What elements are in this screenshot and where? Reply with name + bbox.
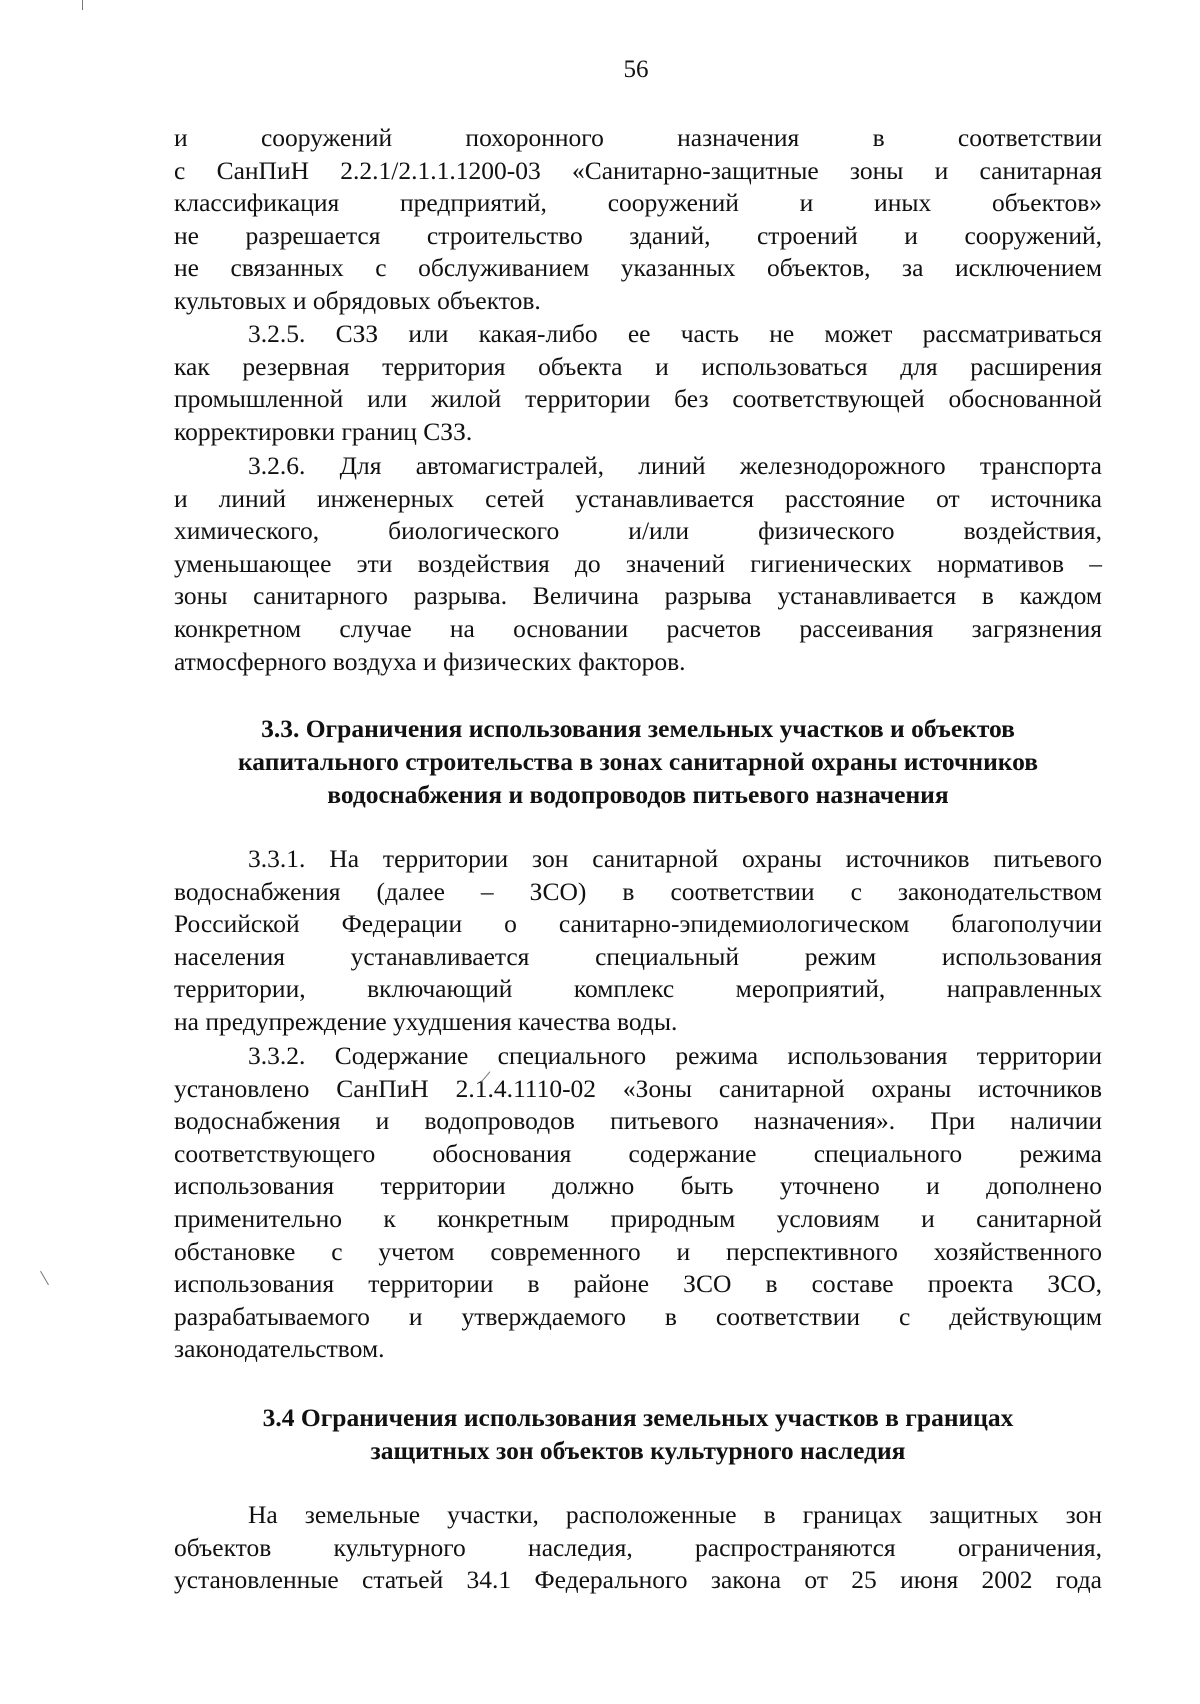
text-line: установленные статьей 34.1 Федерального закона от 25 июня 2002 года bbox=[174, 1565, 1102, 1595]
heading-line: капитального строительства в зонах санитарной охраны источников bbox=[237, 747, 1039, 776]
text-line: не связанных с обслуживанием указанных объектов, за исключением bbox=[174, 253, 1102, 283]
text-line: не разрешается строительство зданий, строений и сооружений, bbox=[174, 220, 1102, 250]
text-line: зоны санитарного разрыва. Величина разрыва устанавливается в каждом bbox=[174, 581, 1102, 611]
text-line: территории, включающий комплекс мероприятий, направленных bbox=[174, 974, 1102, 1004]
text-line: корректировки границ СЗЗ. bbox=[174, 416, 473, 446]
text-line: водоснабжения и водопроводов питьевого назначения». При наличии bbox=[174, 1106, 1102, 1136]
page-number: 56 bbox=[623, 56, 649, 83]
text-line: конкретном случае на основании расчетов рассеивания загрязнения bbox=[174, 613, 1102, 643]
text-line: обстановке с учетом современного и перспективного хозяйственного bbox=[174, 1236, 1102, 1266]
text-line: установлено СанПиН 2.1.4.1110-02 «Зоны санитарной охраны источников bbox=[174, 1073, 1102, 1103]
heading-line: 3.4 Ограничения использования земельных участков в границах bbox=[262, 1403, 1014, 1432]
paragraph-3-3-1 bbox=[174, 843, 1102, 1039]
heading-line: водоснабжения и водопроводов питьевого назначения bbox=[327, 780, 949, 809]
paragraph-3-4 bbox=[174, 1499, 1102, 1597]
text-line: объектов культурного наследия, распространяются ограничения, bbox=[174, 1532, 1102, 1562]
text-line: использования территории должно быть уточнено и дополнено bbox=[174, 1171, 1102, 1201]
text-line: уменьшающее эти воздействия до значений гигиенических нормативов – bbox=[174, 548, 1102, 578]
text-line: 3.3.2. Содержание специального режима использования территории bbox=[248, 1041, 1102, 1070]
text-line: классификация предприятий, сооружений и иных объектов» bbox=[174, 188, 1102, 218]
section-heading-3-3 bbox=[174, 712, 1102, 811]
scan-speck bbox=[40, 1271, 49, 1285]
text-line: На земельные участки, расположенные в границах защитных зон bbox=[248, 1500, 1102, 1529]
section-heading-3-4 bbox=[174, 1401, 1102, 1467]
scan-speck bbox=[82, 0, 83, 10]
paragraph-continuation bbox=[174, 122, 1102, 318]
paragraph-3-2-6 bbox=[174, 450, 1102, 678]
text-line: Российской Федерации о санитарно-эпидемиологическом благополучии bbox=[174, 909, 1102, 939]
heading-line: 3.3. Ограничения использования земельных участков и объектов bbox=[261, 714, 1015, 743]
text-line: 3.2.6. Для автомагистралей, линий железнодорожного транспорта bbox=[248, 451, 1102, 480]
text-line: культовых и обрядовых объектов. bbox=[174, 285, 541, 315]
paragraph-3-3-2 bbox=[174, 1040, 1102, 1366]
text-line: с СанПиН 2.2.1/2.1.1.1200-03 «Санитарно-защитные зоны и санитарная bbox=[174, 155, 1102, 185]
text-line: на предупреждение ухудшения качества воды. bbox=[174, 1006, 678, 1036]
heading-line: защитных зон объектов культурного наследия bbox=[370, 1436, 906, 1465]
text-line: и сооружений похоронного назначения в соответствии bbox=[174, 123, 1102, 152]
text-line: 3.3.1. На территории зон санитарной охраны источников питьевого bbox=[248, 844, 1102, 873]
text-line: атмосферного воздуха и физических факторов. bbox=[174, 646, 686, 676]
text-line: населения устанавливается специальный режим использования bbox=[174, 941, 1102, 971]
text-line: как резервная территория объекта и использоваться для расширения bbox=[174, 351, 1102, 381]
text-line: соответствующего обоснования содержание специального режима bbox=[174, 1138, 1102, 1168]
text-line: промышленной или жилой территории без соответствующей обоснованной bbox=[174, 384, 1102, 414]
text-line: законодательством. bbox=[174, 1334, 385, 1364]
text-line: применительно к конкретным природным условиям и санитарной bbox=[174, 1203, 1102, 1233]
text-line: 3.2.5. СЗЗ или какая-либо ее часть не может рассматриваться bbox=[248, 319, 1102, 348]
text-line: использования территории в районе ЗСО в составе проекта ЗСО, bbox=[174, 1269, 1102, 1299]
text-line: водоснабжения (далее – ЗСО) в соответствии с законодательством bbox=[174, 876, 1102, 906]
text-line: разрабатываемого и утверждаемого в соответствии с действующим bbox=[174, 1301, 1102, 1331]
text-line: химического, биологического и/или физического воздействия, bbox=[174, 516, 1102, 546]
text-line: и линий инженерных сетей устанавливается расстояние от источника bbox=[174, 483, 1102, 513]
paragraph-3-2-5 bbox=[174, 318, 1102, 448]
